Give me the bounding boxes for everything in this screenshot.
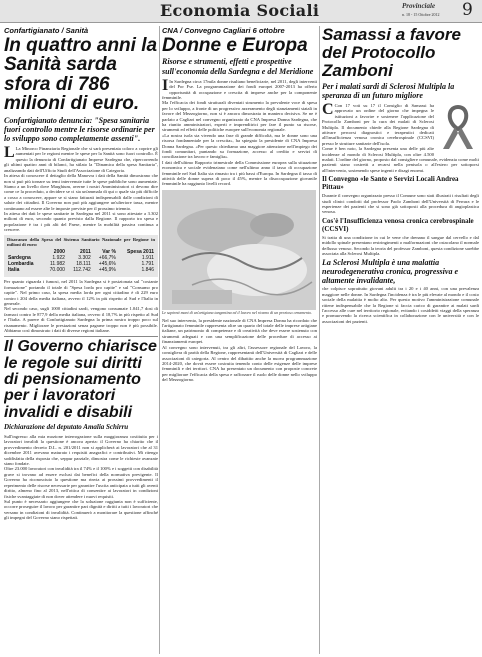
column-rule [159, 26, 160, 654]
article3-body: I dati dell'ultimo Rapporto trimestrale della Commissione europea sulla situazione economica e sociale evidenziano come nell'ultimo anno il tasso di occupazione femminile nel Sud Italia sia rimasto tra i più bassi d'Europa. In Sardegna il tasso di attività delle donne supera di poco il 45%, mentre la disoccupazione giovanile femminile ha raggiunto livelli record. [162, 159, 317, 187]
table-cell: 3.302 [78, 255, 91, 262]
article4-body: Si tratta di una condizione in cui le vene che drenano il sangue dal cervello e dal midollo spinale presentano restringimenti o malformazioni che ostacolano il normale deflusso venoso. Secondo la teoria del professor Zamboni, questa condizione sarebbe associata alla Sclerosi Multipla. [322, 234, 479, 257]
paper-name: Provinciale [402, 2, 436, 10]
article3-kicker: CNA / Convegno Cagliari 6 ottobre [162, 26, 285, 35]
photo-caption: Le sapienti mani di un'artigiana tangentina ed il lavoro nel ricamo di un prezioso ornamento. [162, 309, 312, 315]
article2-subhead: Dichiarazione del deputato Amalia Schirru [4, 423, 129, 431]
article2-body: Sull'ingresso alla mia mozione interrogazione sulla maggioranza costituita per i lavoratori invalidi la questione è ancora aperta: il Governo ha chiarito che il provvedimento decreto D.L. n. 201/2011 non si applicherà ai lavoratori che al 31 dicembre 2011 avevano maturato i requisiti anagrafici e contributivi. Mi ritengo soddisfatta della risposta che, seppur parziale, dimostra come le richieste avanzate siano fondate. [4, 434, 158, 467]
article3-standfirst: Risorse e strumenti, effetti e prospettive sull'economia della Sardegna e del Meridione [162, 57, 314, 76]
article1-body: In attesa di conoscere il dettaglio della Manovra i dati della Sanità dimostrano che non si può più tornare su temi intervenute tutte le spese pubbliche sono aumentate. Siamo a un livello dove Marghium, averne i nostri Amministratori ci devono dire come ce la proceduto, a decidere se ci sia un'ammala di qui o quale sia più difficile a cosso a conoscere, appare se si siano fatturati indispensabili dalle condizioni di salute dei cittadini. Il Governo non può più aggiungere un'ulteriore tassa, mentre continuano ad essere alte le imposte previste per il prossimo triennio. [4, 173, 158, 211]
table-cell: 1.791 [141, 261, 154, 268]
article2-body: Sul punto è necessario aggiungere che la soluzione raggiunta non è sufficiente, occorre proseguire il lavoro per garantire pari dignità e diritti a tutti i lavoratori che versano in condizioni di invalidità. Continuerò a monitorare la questione affinché gli impegni del Governo siano rispettati. [4, 498, 158, 521]
article3-lead: I In Sardegna circa 17mila donne risultano beneficiarie, nel 2011, degli interventi del Por Fse. La programmazione dei fondi europei 2007-2013 ha offerto opportunità di occupazione e crescita di imprese anche per la componente femminile. [162, 76, 317, 100]
article1-body: Per quanto riguarda i fumosi, nel 2011 la Sardegna si è posizionata sul "costante formazione" portando il totale di "Spesa lorda pro capite" e sul "Consumo pro capite". Nel primo caso, la spesa media lorda per ogni cittadino è di 229 euro contro i 204 della media italiana, avvero il 12% in più rispetto al Sud e l'Italia in generale. [4, 279, 158, 306]
table-cell: 1.911 [141, 255, 154, 262]
table-cell: 70.000 [49, 267, 65, 274]
table-cell: 1.922 [52, 255, 65, 262]
page-number: 9 [462, 0, 473, 20]
table-header-cell: Spesa 2011 [127, 249, 154, 256]
article1-lead: L La Minorco Finanziaria Regionale che si sarà presentata coloro a coprire gli aumentati per le regioni mentre le spese per la Sanità sono fuori controllo. È questo la denuncia di Confartigianato Imprese Sardegna che, ripercorrendo gli ultimi quattro anni di bilanci, ha stilato la "Dinamica della spesa Sanitaria", analizzando dati dell'Ufficio Studi dell'Associazione di Categoria. [4, 144, 158, 173]
section-title: Economia Sociali [160, 1, 320, 20]
article4-subhead: La Sclerosi Multipla è una malattia neurodegenerativa cronica, progressiva e altamente invalidante, [322, 258, 458, 286]
table-cell: Lombardia [8, 261, 34, 268]
masthead [0, 0, 482, 23]
issue-date: n. 18 - 15 Ottobre 2012 [402, 12, 440, 17]
column-rule [319, 26, 320, 654]
table-cell: +45,9% [98, 267, 116, 274]
article4-standfirst: Per i malati sardi di Sclerosi Multipla la speranza di un futuro migliore [322, 81, 455, 100]
table-cell: Italia [8, 267, 20, 274]
article3-body: Ma l'efficacia dei fondi strutturali diventati strumento la prevalente voce di spesa per lo sviluppo, a fronte di un progressivo azzeramento degli stanziamenti statali in favore del Mezzogiorno, non si è ancora dimostrata in maniera decisiva. Se ne è parlato a Cagliari nel convegno organizzato da CNA Impresa Donna Sardegna, che ha riunito amministratori, esperti e imprenditrici per fare il punto su risorse, strumenti ed effetti delle politiche europee sull'economia regionale. [162, 100, 317, 133]
article4-subhead: Cos'è l'Insufficienza venosa cronica cerebrospinale (CCSVI) [322, 216, 474, 233]
table-title: Disavanzo della Spesa del Sistema Sanitario Nazionale per Regione in milioni di euro: [7, 236, 155, 247]
article3-body: Al convegno sono intervenuti, tra gli altri, l'assessore regionale del Lavoro, la consigliera di parità della Regione, rappresentanti dell'Università di Cagliari e delle associazioni di categoria. Al centro del dibattito anche la nuova programmazione 2014-2020, che dovrà essere costruita tenendo conto delle esigenze delle imprese femminili e dei territori. CNA ha presentato un documento con proposte concrete per migliorare l'efficacia della spesa e rafforzare il ruolo delle donne nello sviluppo del Mezzogiorno. [162, 344, 317, 383]
article4-body: Durante il convegno organizzato presso il Comune sono stati illustrati i risultati degli studi clinici condotti dal professor Paolo Zamboni dell'Università di Ferrara e le esperienze dei pazienti che si sono già sottoposti alla procedura di angioplastica venosa. [322, 193, 479, 215]
article2-body: Oltre 23.000 lavoratori con invalidità tra il 74% e il 100% e i soggetti con disabilità grave si trovano ad essere esclusi dai benefici della normativa previgente. Il Governo ha riconosciuto la questione ma rinvia ai prossimi provvedimenti il reperimento delle risorse necessarie per garantire l'uscita anticipata a tutti gli aventi diritto, almeno fino al 2013, nell'ottica di consentire ai lavoratori in condizioni fisiche svantaggiate di non dover attendere i nuovi requisiti. [4, 466, 158, 499]
article4-body: Come è ben noto, la Sardegna presenta una delle più alte incidenze al mondo di Sclerosi Multipla, con oltre 4.500 malati. L'ordine del giorno, proposto dal consigliere comunale, evidenzia come molti pazienti siano costretti a recarsi nella penisola o all'estero per sottoporsi all'intervento, sostenendo spese ingenti e disagi enormi. [322, 146, 479, 173]
table-cell: 18.111 [76, 261, 91, 268]
article2 [4, 336, 158, 520]
table-header-cell: Var % [102, 249, 116, 256]
column-right [322, 26, 479, 654]
table-row [7, 267, 155, 273]
article3-headline: Donne e Europa [162, 35, 308, 56]
article1-kicker: Confartigianato / Sanità [4, 26, 89, 35]
table-cell: +45,6% [98, 261, 116, 268]
article4-headline: Samassi a favore del Protocollo Zamboni [322, 26, 461, 80]
column-left [4, 26, 158, 654]
article4-lead: C Con 17 voti su 17 il Consiglio di Samassi ha approvato un ordine del giorno che impegna le istituzioni a favorire e sostenere l'applicazione del Protocollo Zamboni per la cura dei malati di Sclerosi Multipla. Il documento chiede alla Regione Sardegna di attivare percorsi diagnostici e terapeutici dedicati all'insufficienza venosa cronica cerebrospinale (CCSVI) presso le strutture sanitarie dell'isola. [322, 100, 434, 146]
article2-headline: Il Governo chiarisce le regole sui diritti di pensionamento per i lavoratori invalidi e disabili [4, 338, 157, 421]
article1-body: Nel secondo caso, sugli 1000 cittadini sardi, vengono consumate 1.041,7 dosi di farmaci contro le 877,9 della media italiana, ovvero il 18,7% in più rispetto al Sud e l'Italia. A parere di Confartigianato Sardegna la prima nostra troppo poco sul risanamento. Migliorare le prestazioni senza pagarne troppo non è più possibile. Abbiamo così dimostrato i dati di diverse regioni italiane. [4, 306, 158, 334]
table-cell: +66,7% [98, 255, 116, 262]
article4-subhead: Il Convegno «le Sante e Servizi Locali Andrea Pittau» [322, 175, 459, 192]
table-cell: 112.742 [73, 267, 91, 274]
article1-body: In attesa dei dati le spese sanitarie in Sardegna nel 2011 si sono attestate a 3.302 milioni di euro, secondo quanto previsto dalla Regione. Il rapporto tra spesa e popolazione è tra i più alti del Paese, mentre la mobilità passiva continua a crescere. [4, 210, 158, 233]
stats-table [7, 249, 155, 273]
table-cell: 1.846 [141, 267, 154, 274]
table-cell: Sardegna [8, 255, 31, 262]
column-middle [162, 26, 317, 654]
article1-headline: In quattro anni la Sanità sarda sfora di 786 milioni di euro. [4, 35, 158, 115]
article3-body: Nel suo intervento, la presidente nazionale di CNA Impresa Donna ha ricordato che l'artigianato femminile rappresenta oltre un quarto del totale delle imprese artigiane italiane, un patrimonio di competenze e di creatività che deve essere sostenuto con strumenti adeguati e con una semplificazione delle procedure di accesso ai finanziamenti europei. [162, 317, 317, 345]
table-cell: 11.982 [50, 261, 65, 268]
stats-box [4, 235, 158, 278]
article3-body: «La nostra isola sta vivendo una fase di grande difficoltà, ma le donne sono una risorsa fondamentale per la crescita», ha spiegato la presidente di CNA Impresa Donna Sardegna. «Per questo chiediamo una maggiore attenzione nell'impiego dei fondi comunitari, puntando su formazione, accesso al credito e servizi di conciliazione tra lavoro e famiglia». [162, 132, 317, 160]
artisan-photo [162, 190, 316, 310]
awareness-ribbon-icon [437, 103, 479, 153]
article1-standfirst: Confartigianato denuncia: "Spesa sanitaria fuori controllo mentre le risorse ordinarie per lo sviluppo sono completamente assenti". [4, 115, 155, 143]
article4-body: che colpisce soprattutto giovani adulti tra i 20 e i 40 anni, con una prevalenza maggiore nelle donne. In Sardegna l'incidenza è tra le più elevate al mondo e il costo sociale della malattia è molto alto. Per questo motivo l'amministrazione comunale ritiene indispensabile che la Regione si faccia carico di garantire ai malati sardi l'accesso alle cure nel territorio regionale, evitando i cosiddetti viaggi della speranza e promuovendo la ricerca scientifica in collaborazione con le università e con le associazioni dei pazienti. [322, 286, 479, 324]
table-header-cell: 2011 [79, 249, 91, 256]
table-header-cell: 2000 [53, 249, 65, 256]
